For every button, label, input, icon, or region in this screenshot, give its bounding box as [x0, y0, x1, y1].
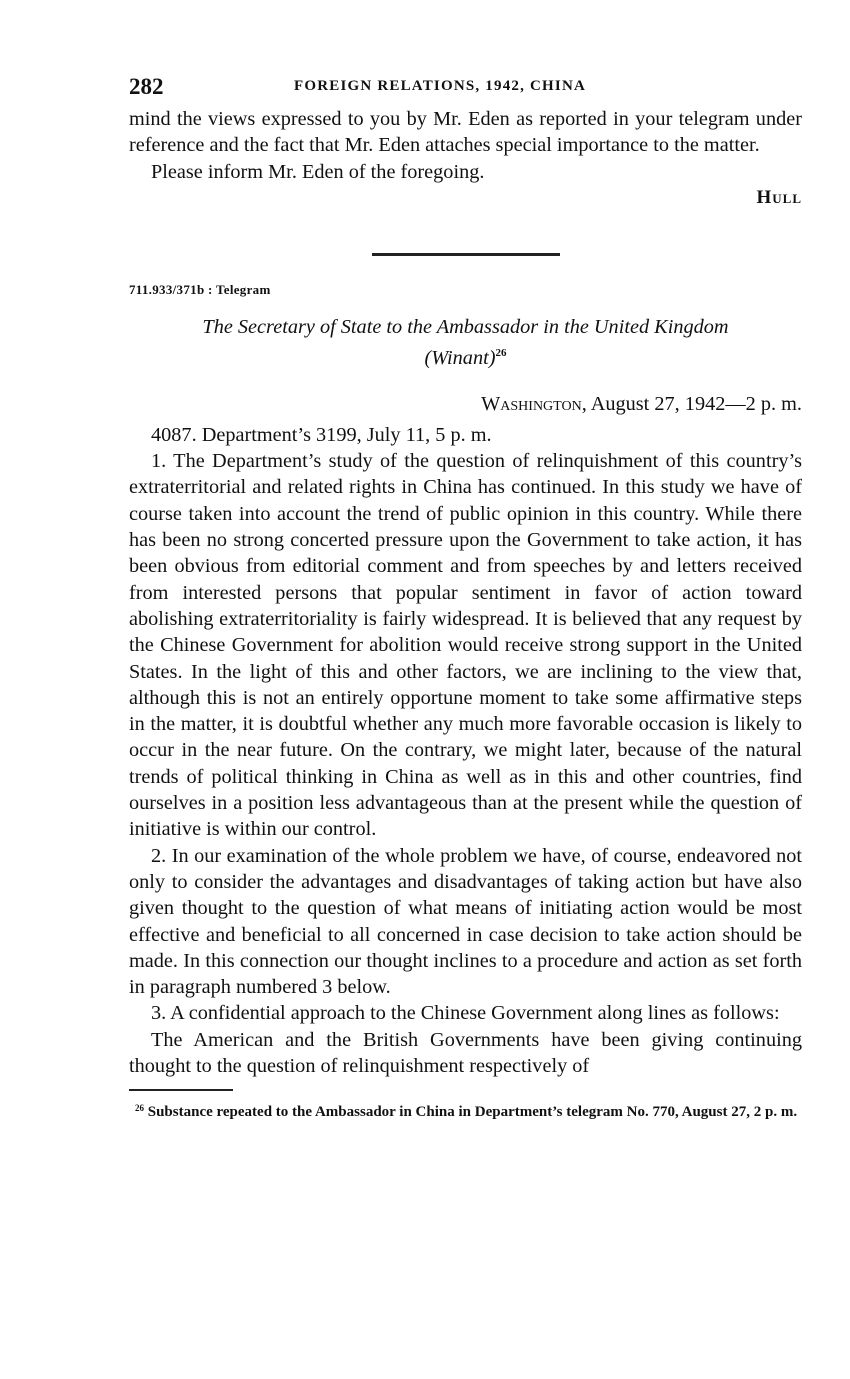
document-title — [129, 314, 802, 371]
footnote-divider — [129, 1089, 233, 1091]
prev-document-continuation: mind the views expressed to you by Mr. Eden as reported in your telegram under reference and the fact that Mr. Eden attaches special importance to the matter. — [129, 108, 802, 157]
footnote-marker: 26 — [135, 1103, 144, 1114]
footnote-text: Substance repeated to the Ambassador in China in Department’s telegram No. 770, August 27, 2 p. m. — [147, 1104, 798, 1121]
file-reference: 711.933/371b : Telegram — [129, 281, 271, 297]
document-title-line-1: The Secretary of State to the Ambassador in the United Kingdom — [202, 315, 729, 338]
document-title-line-2 — [129, 340, 802, 371]
dateline — [129, 393, 802, 416]
running-header-title: FOREIGN RELATIONS, 1942, CHINA — [294, 78, 587, 94]
paragraph-4: The American and the British Governments have been giving continuing thought to the question of relinquishment respectively of — [129, 1028, 802, 1078]
dateline-place: Washington — [481, 392, 582, 415]
footnote — [129, 1100, 802, 1121]
dateline-date: , August 27, 1942—2 p. m. — [581, 392, 802, 415]
paragraph-3: 3. A confidential approach to the Chinese Government along lines as follows: — [151, 1002, 780, 1025]
document-page — [129, 72, 802, 1121]
signature: Hull — [756, 186, 802, 208]
prev-document-closing: Please inform Mr. Eden of the foregoing. — [151, 160, 485, 183]
paragraph-2: 2. In our examination of the whole problem we have, of course, endeavored not only to consider the advantages and disadvantages of taking action but have also given thought to the question of what means of initiating action would be most effective and beneficial to all concerned in case decision to take action should be made. In this connection our thought inclines to a procedure and action as set forth in paragraph numbered 3 below. — [129, 844, 802, 999]
footnote-reference: 26 — [495, 346, 507, 359]
telegram-reference: 4087. Department’s 3199, July 11, 5 p. m. — [151, 423, 492, 446]
section-divider — [372, 253, 560, 256]
document-title-recipient: (Winant) — [424, 346, 496, 369]
paragraph-1: 1. The Department’s study of the question of relinquishment of this country’s extraterritorial and related rights in China has continued. In this study we have of course taken into account the trend of public opinion in this country. While there has been no strong concerted pressure upon the Government to take action, it has been obvious from editorial comment and from speeches by and letters received from interested persons that popular sentiment in favor of action toward abolishing extraterritoriality is fairly widespread. It is believed that any request by the Chinese Government for abolition would receive strong support in the United States. In the light of this and other factors, we are inclining to the view that, although this is not an entirely opportune moment to take some affirmative steps in the matter, it is doubtful whether any much more favorable occasion is likely to occur in the near future. On the contrary, we might later, because of the natural trends of political thinking in China as well as in this and other countries, find ourselves in a position less advantageous than at the present while the question of initiative is within our control. — [129, 450, 802, 841]
running-header — [129, 72, 802, 106]
page-number: 282 — [129, 74, 164, 99]
